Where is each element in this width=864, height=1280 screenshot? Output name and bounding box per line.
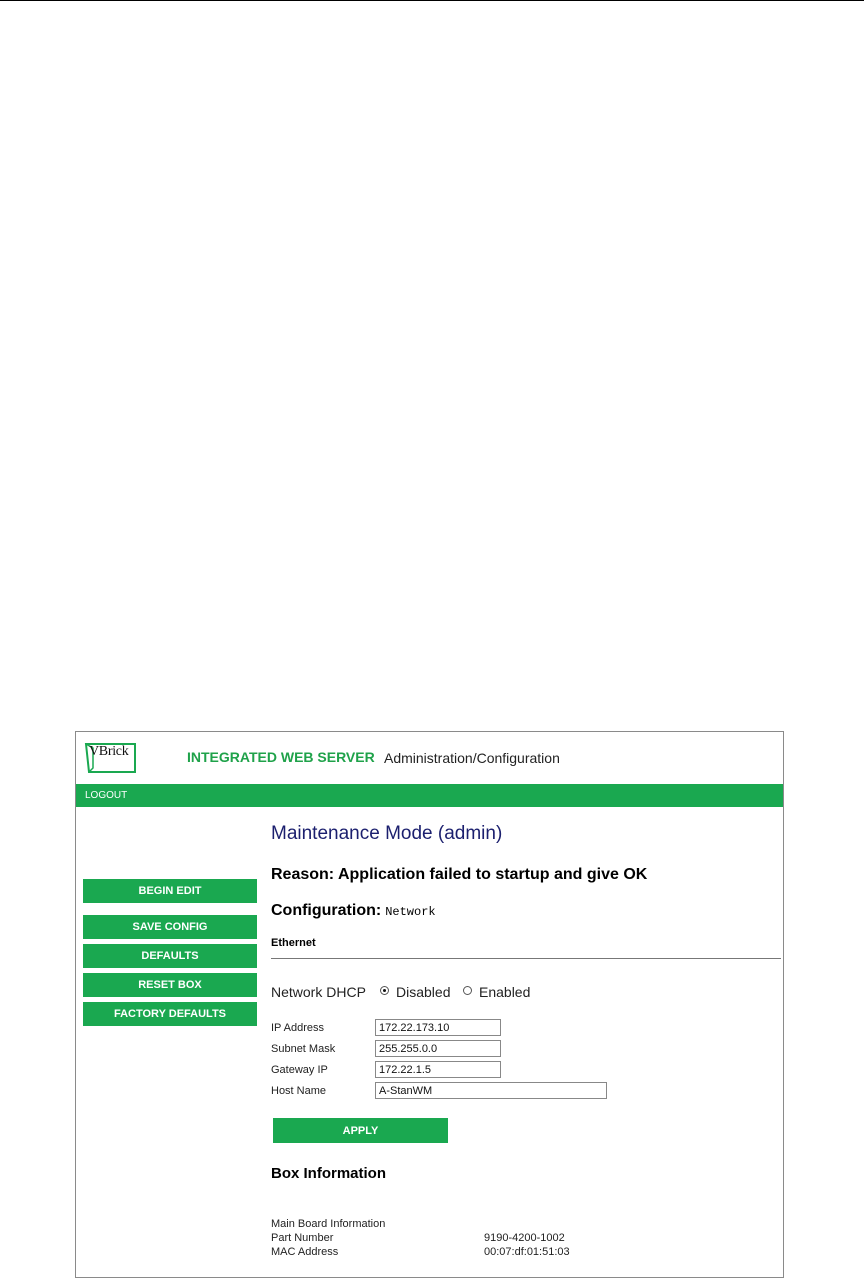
mac-address-value: 00:07:df:01:51:03 (484, 1246, 570, 1258)
host-name-label: Host Name (271, 1085, 327, 1097)
part-number-value: 9190-4200-1002 (484, 1232, 565, 1244)
browser-frame (75, 731, 784, 1278)
section-heading-ethernet: Ethernet (271, 937, 316, 949)
page-title: Maintenance Mode (admin) (271, 823, 503, 844)
reason-text: Reason: Application failed to startup and give OK (271, 866, 648, 883)
dhcp-enabled-radio[interactable] (463, 986, 472, 995)
apply-button[interactable]: APPLY (273, 1118, 448, 1143)
dhcp-disabled-radio[interactable] (380, 986, 389, 995)
mac-address-label: MAC Address (271, 1246, 339, 1258)
nav-bar (76, 784, 783, 807)
ip-address-input[interactable] (375, 1019, 501, 1036)
begin-edit-button[interactable]: BEGIN EDIT (83, 879, 257, 903)
factory-defaults-button[interactable]: FACTORY DEFAULTS (83, 1002, 257, 1026)
configuration-label: Configuration: (271, 902, 382, 919)
ip-address-label: IP Address (271, 1022, 324, 1034)
host-name-input[interactable] (375, 1082, 607, 1099)
dhcp-label: Network DHCP (271, 984, 366, 1000)
logo-text: VBrick (89, 744, 129, 759)
save-config-button[interactable]: SAVE CONFIG (83, 915, 257, 939)
configuration-value: Network (385, 905, 436, 919)
gateway-ip-label: Gateway IP (271, 1064, 328, 1076)
header-title: INTEGRATED WEB SERVER (187, 749, 375, 765)
section-divider (271, 958, 781, 959)
part-number-label: Part Number (271, 1232, 334, 1244)
defaults-button[interactable]: DEFAULTS (83, 944, 257, 968)
reset-box-button[interactable]: RESET BOX (83, 973, 257, 997)
subnet-mask-label: Subnet Mask (271, 1043, 336, 1055)
dhcp-disabled-label[interactable]: Disabled (396, 984, 451, 1000)
dhcp-enabled-label[interactable]: Enabled (479, 984, 531, 1000)
subnet-mask-input[interactable] (375, 1040, 501, 1057)
logout-link[interactable]: LOGOUT (85, 790, 128, 801)
gateway-ip-input[interactable] (375, 1061, 501, 1078)
configuration-heading (271, 902, 436, 920)
main-board-heading: Main Board Information (271, 1218, 386, 1230)
page-top-rule (0, 0, 864, 1)
header (76, 732, 783, 784)
box-information-heading: Box Information (271, 1165, 386, 1182)
header-subtitle: Administration/Configuration (384, 750, 560, 766)
